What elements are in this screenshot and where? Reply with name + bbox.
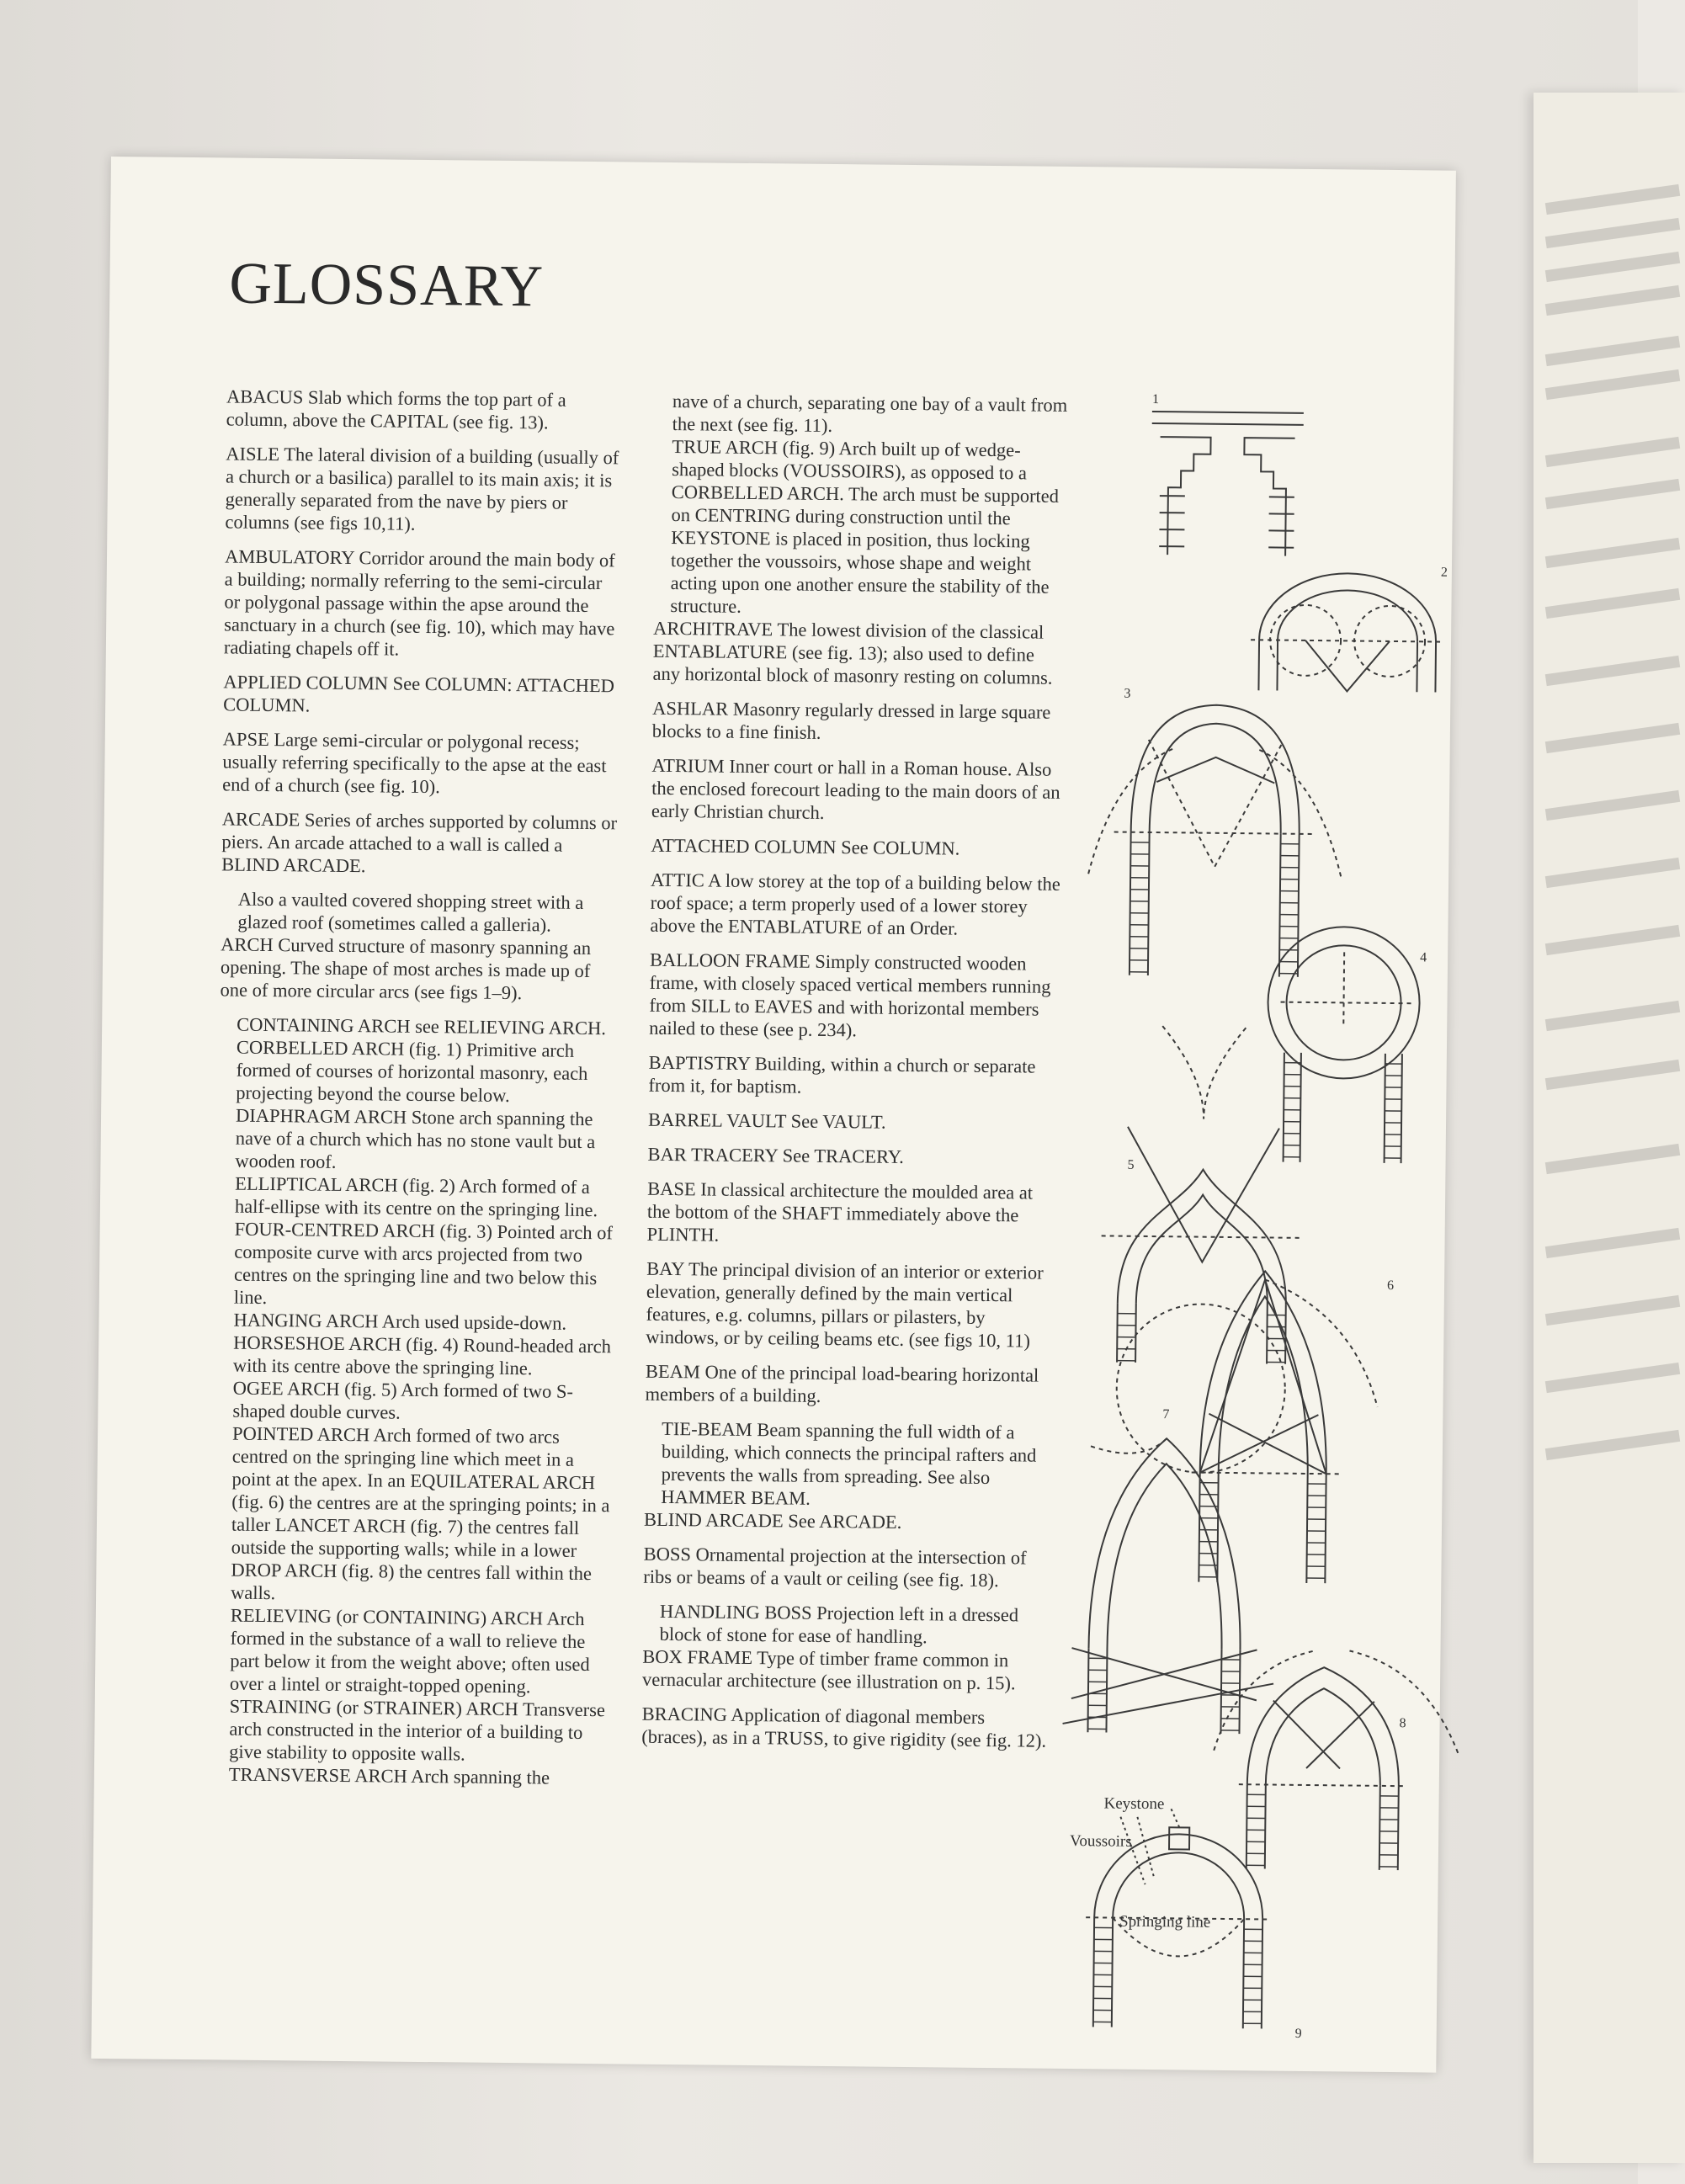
fig-number-3: 3 [1124, 686, 1131, 701]
glossary-entry: FOUR-CENTRED ARCH (fig. 3) Pointed arch of composite curve with arcs projected from two centres on the springing line and two below this line. [233, 1218, 614, 1309]
fig-number-9: 9 [1294, 2026, 1302, 2041]
glossary-column-1 [212, 385, 622, 1789]
glossary-entry: STRAINING (or STRAINER) ARCH Transverse arch constructed in the interior of a building to give stability to opposite walls. [229, 1695, 606, 1765]
glossary-entry: AISLE The lateral division of a building (usually of a church or a basilica) parallel to its main axis; it is generally separated from the nave by piers or columns (see figs 10,11). [225, 443, 619, 534]
glossary-entry: ATTIC A low storey at the top of a building below the roof space; a term properly used of a lower storey above the ENTABLATURE of an Order. [650, 869, 1060, 939]
glossary-entry: Also a vaulted covered shopping street with a glazed roof (sometimes called a galleria). [237, 888, 584, 936]
glossary-entry: POINTED ARCH Arch formed of two arcs centred on the springing line which meet in a point at the apex. In an EQUILATERAL ARCH (fig. 6) the centres are at the springing points; in a taller LANCET ARCH (fig. 7) the centres fall outside the supporting walls; while in a lower DROP ARCH (fig. 8) the centres fall within the walls. [231, 1422, 610, 1604]
glossary-entry: BOX FRAME Type of timber frame common in vernacular architecture (see illustration on p. 15). [641, 1645, 1016, 1694]
label-keystone: Keystone [1103, 1794, 1165, 1814]
glossary-entry: ATRIUM Inner court or hall in a Roman house. Also the enclosed forecourt leading to the main doors of an early Christian church. [651, 754, 1060, 823]
facing-page-edge [1534, 93, 1685, 2163]
glossary-entry: TIE-BEAM Beam spanning the full width of a building, which connects the principal rafters and prevents the walls from spreading. See also HAMMER BEAM. [661, 1417, 1037, 1509]
fig-number-1: 1 [1151, 391, 1160, 407]
glossary-entry: ARCH Curved structure of masonry spanning an opening. The shape of most arches is made up of one of more circular arcs (see figs 1–9). [220, 933, 592, 1004]
glossary-entry: BRACING Application of diagonal members (braces), as in a TRUSS, to give rigidity (see fig. 12). [641, 1703, 1047, 1751]
fig-number-6: 6 [1386, 1278, 1395, 1294]
glossary-entry: BOSS Ornamental projection at the intersection of ribs or beams of a vault or ceiling (see fig. 18). [643, 1543, 1027, 1592]
fig-number-5: 5 [1127, 1157, 1135, 1172]
fig-3-four-centred-arch [1087, 704, 1342, 977]
page-title: GLOSSARY [229, 251, 545, 320]
glossary-entry: BASE In classical architecture the moulded area at the bottom of the SHAFT immediately above the PLINTH. [646, 1177, 1034, 1246]
fig-number-7: 7 [1162, 1407, 1170, 1422]
book-page [91, 157, 1456, 2073]
label-voussoirs: Voussoirs [1069, 1832, 1132, 1851]
glossary-entry: RELIEVING (or CONTAINING) ARCH Arch formed in the substance of a wall to relieve the part below it from the weight above; often used over a lintel or straight-topped opening. [229, 1604, 590, 1698]
glossary-entry: AMBULATORY Corridor around the main body of a building; normally referring to the semi-circular or polygonal passage within the apse around the sanctuary in a church (see fig. 10), which may have radiating chapels off it. [223, 545, 615, 660]
glossary-entry: TRUE ARCH (fig. 9) Arch built up of wedge-shaped blocks (VOUSSOIRS), as opposed to a CORBELLED ARCH. The arch must be supported on CENTRING during construction until the KEYSTONE is placed in position, thus locking together the voussoirs, whose shape and weight acting upon one another ensure the stability of the structure. [670, 435, 1060, 617]
fig-number-2: 2 [1440, 565, 1448, 580]
glossary-entry: BARREL VAULT See VAULT. [647, 1108, 886, 1133]
glossary-entry: BLIND ARCADE See ARCADE. [643, 1508, 902, 1533]
glossary-entry: BAY The principal division of an interior or exterior elevation, generally defined by the main vertical features, e.g. columns, pillars or pilasters, by windows, or by ceiling beams etc. (see figs 10, 11) [646, 1257, 1044, 1352]
glossary-entry: HANDLING BOSS Projection left in a dressed block of stone for ease of handling. [659, 1600, 1019, 1648]
glossary-entry: BAPTISTRY Building, within a church or separate from it, for baptism. [648, 1051, 1036, 1097]
fig-1-corbelled-arch [1151, 412, 1304, 556]
glossary-entry: BAR TRACERY See TRACERY. [647, 1143, 904, 1167]
glossary-entry: CONTAINING ARCH see RELIEVING ARCH. [237, 1013, 607, 1039]
glossary-entry: HORSESHOE ARCH (fig. 4) Round-headed arch with its centre above the springing line. [232, 1331, 612, 1379]
glossary-entry: ATTACHED COLUMN See COLUMN. [651, 834, 960, 859]
fig-8-drop-arch [1213, 1650, 1459, 1871]
fig-number-8: 8 [1399, 1716, 1406, 1731]
glossary-entry: ASHLAR Masonry regularly dressed in large square blocks to a fine finish. [651, 697, 1051, 743]
glossary-entry: BEAM One of the principal load-bearing horizontal members of a building. [645, 1360, 1039, 1406]
glossary-entry: OGEE ARCH (fig. 5) Arch formed of two S-shaped double curves. [232, 1377, 574, 1423]
glossary-entry: TRANSVERSE ARCH Arch spanning the [228, 1763, 550, 1788]
glossary-entry: APPLIED COLUMN See COLUMN: ATTACHED COLUMN. [223, 671, 615, 716]
glossary-column-2 [641, 390, 1068, 1764]
glossary-entry: ABACUS Slab which forms the top part of a column, above the CAPITAL (see fig. 13). [226, 385, 566, 433]
glossary-entry: ARCHITRAVE The lowest division of the classical ENTABLATURE (see fig. 13); also used to define any horizontal block of masonry resting on columns. [652, 617, 1053, 688]
label-springing-line: Springing line [1119, 1912, 1211, 1932]
fig-5-ogee-arch [1099, 1025, 1306, 1473]
fig-7-lancet-arch [1062, 1437, 1276, 1735]
arch-figures [1068, 385, 1448, 2041]
glossary-entry: ELLIPTICAL ARCH (fig. 2) Arch formed of a half-ellipse with its centre on the springing line. [234, 1172, 598, 1221]
glossary-entry: APSE Large semi-circular or polygonal recess; usually referring specifically to the apse at the east end of a church (see fig. 10). [222, 728, 607, 798]
fig-2-elliptical-arch [1250, 572, 1444, 692]
glossary-entry: nave of a church, separating one bay of a vault from the next (see fig. 11). [672, 391, 1068, 436]
glossary-entry: CORBELLED ARCH (fig. 1) Primitive arch formed of courses of horizontal masonry, each projecting beyond the course below. [236, 1036, 588, 1107]
fig-number-4: 4 [1420, 950, 1427, 965]
fig-6-equilateral-arch [1190, 1271, 1379, 1584]
glossary-entry: ARCADE Series of arches supported by columns or piers. An arcade attached to a wall is called a BLIND ARCADE. [221, 808, 618, 877]
glossary-entry: HANGING ARCH Arch used upside-down. [233, 1309, 567, 1334]
glossary-entry: DIAPHRAGM ARCH Stone arch spanning the nave of a church which has no stone vault but a wooden roof. [235, 1104, 596, 1172]
glossary-entry: BALLOON FRAME Simply constructed wooden frame, with closely spaced vertical members running from SILL to EAVES and with horizontal members nailed to these (see p. 234). [649, 949, 1051, 1041]
